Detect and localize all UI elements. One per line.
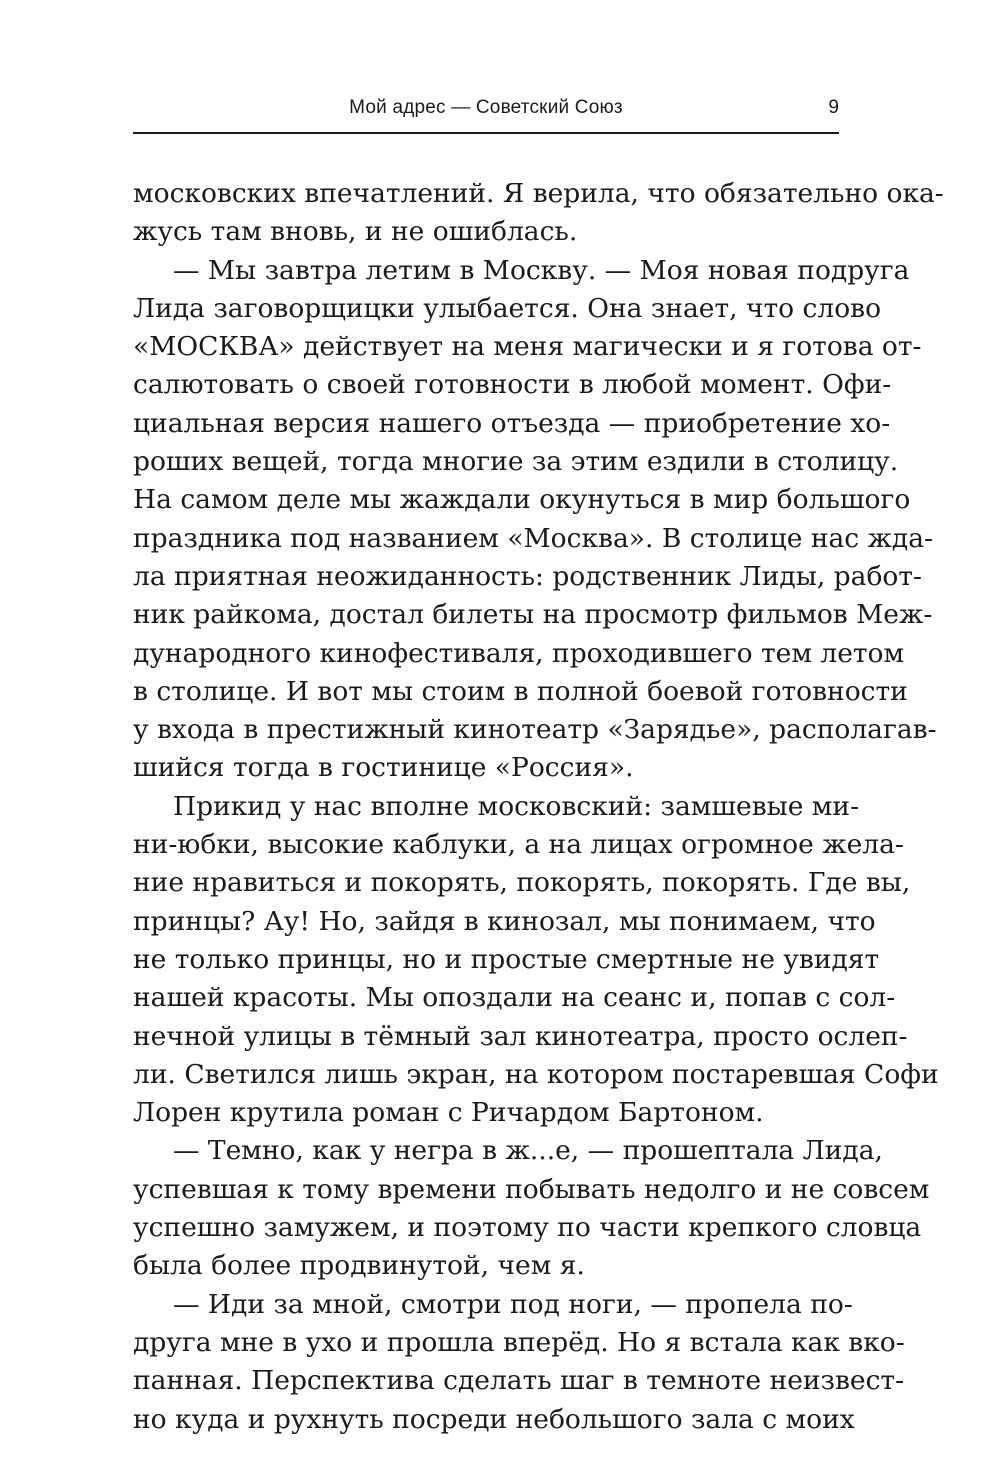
text-line: ли. Светился лишь экран, на котором постаревшая Софи — [133, 1058, 939, 1090]
paragraph — [133, 175, 944, 252]
text-line: нашей красоты. Мы опоздали на сеанс и, попав с сол- — [133, 982, 896, 1014]
text-line: циальная версия нашего отъезда — приобретение хо- — [133, 407, 891, 439]
text-line: шийся тогда в гостинице «Россия». — [133, 752, 634, 784]
text-line: «МОСКВА» действует на меня магически и я готова от- — [133, 331, 922, 363]
body-text — [133, 175, 944, 1439]
text-line: московских впечатлений. Я верила, что обязательно ока- — [133, 178, 944, 209]
text-line: ние нравиться и покорять, покорять, покорять. Где вы, — [133, 867, 911, 899]
text-line: ник райкома, достал билеты на просмотр фильмов Меж- — [133, 599, 933, 631]
text-line: нечной улицы в тёмный зал кинотеатра, просто ослеп- — [133, 1020, 908, 1052]
text-line: роших вещей, тогда многие за этим ездили в столицу. — [133, 446, 899, 478]
page-number: 9 — [828, 97, 839, 118]
text-line: друга мне в ухо и прошла вперёд. Но я встала как вко- — [133, 1326, 905, 1358]
text-line: но куда и рухнуть посреди небольшого зала с моих — [133, 1403, 855, 1435]
text-line: принцы? Ау! Но, зайдя в кинозал, мы понимаем, что — [133, 905, 876, 937]
text-line: Прикид у нас вполне московский: замшевые ми- — [173, 790, 860, 822]
paragraph — [133, 1132, 930, 1285]
text-line: была более продвинутой, чем я. — [133, 1250, 585, 1282]
text-line: Лида заговорщицки улыбается. Она знает, что слово — [133, 292, 882, 324]
text-line: в столице. И вот мы стоим в полной боевой готовности — [133, 675, 908, 707]
text-line: у входа в престижный кинотеатр «Зарядье», располагав- — [133, 714, 937, 746]
text-line: — Иди за мной, смотри под ноги, — пропела по- — [173, 1288, 853, 1320]
paragraph — [133, 1286, 905, 1439]
text-line: ни-юбки, высокие каблуки, а на лицах огромное жела- — [133, 829, 904, 861]
text-line: праздника под названием «Москва». В столице нас жда- — [133, 522, 933, 554]
text-line: панная. Перспектива сделать шаг в темноте неизвест- — [133, 1365, 905, 1397]
text-line: успешно замужем, и поэтому по части крепкого словца — [133, 1212, 922, 1244]
text-line: На самом деле мы жаждали окунуться в мир большого — [133, 484, 911, 516]
text-line: салютовать о своей готовности в любой момент. Офи- — [133, 369, 892, 401]
paragraph — [133, 788, 939, 1133]
chapter-title: Мой адрес — Советский Союз — [349, 97, 623, 118]
text-line: — Темно, как у негра в ж...е, — прошептала Лида, — [173, 1135, 883, 1167]
text-line: — Мы завтра летим в Москву. — Моя новая подруга — [173, 254, 910, 286]
text-line: жусь там вновь, и не ошиблась. — [133, 216, 578, 248]
book-page — [133, 0, 944, 1468]
text-line: ла приятная неожиданность: родственник Лиды, работ- — [133, 560, 922, 592]
text-line: дународного кинофестиваля, проходившего тем летом — [133, 637, 905, 669]
running-header — [133, 92, 839, 134]
paragraph — [133, 252, 937, 788]
text-line: не только принцы, но и простые смертные не увидят — [133, 943, 880, 975]
text-line: Лорен крутила роман с Ричардом Бартоном. — [133, 1097, 764, 1129]
text-line: успевшая к тому времени побывать недолго и не совсем — [133, 1173, 930, 1205]
